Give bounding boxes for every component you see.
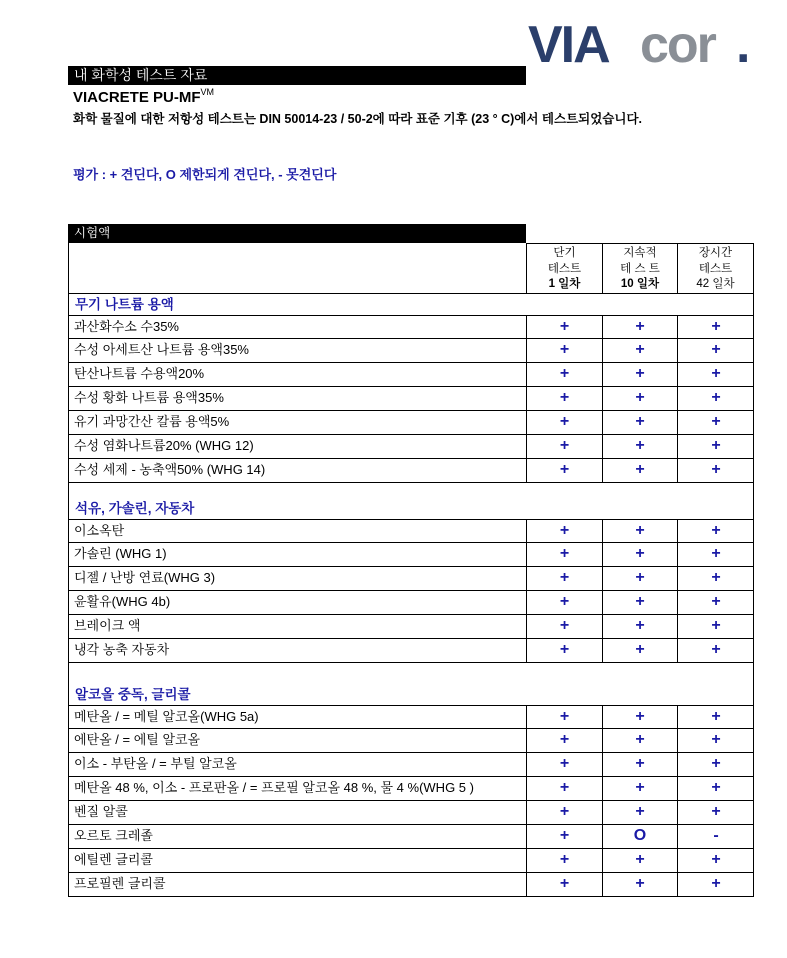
continuous-rating: + <box>603 849 678 872</box>
logo-text-cor: cor <box>640 16 715 70</box>
continuous-rating: + <box>603 777 678 800</box>
substance-label: 가솔린 (WHG 1) <box>69 543 527 566</box>
long-term-rating: + <box>711 461 721 478</box>
table-row <box>68 873 754 897</box>
section-title: 시험액 <box>68 224 526 243</box>
substance-label: 과산화수소 수35% <box>69 316 527 338</box>
continuous-rating: + <box>603 729 678 752</box>
product-name-text: VIACRETE PU-MF <box>73 89 201 106</box>
table-row <box>68 753 754 777</box>
long-term-rating: + <box>711 708 721 725</box>
short-term-rating: + <box>527 339 603 362</box>
header-line: 1 일차 <box>548 278 581 290</box>
substance-label: 수성 아세트산 나트륨 용액35% <box>69 339 527 362</box>
continuous-rating: + <box>603 316 678 338</box>
short-term-rating: + <box>527 316 603 338</box>
continuous-rating: + <box>603 801 678 824</box>
continuous-rating: + <box>603 520 678 542</box>
short-term-rating: + <box>527 849 603 872</box>
long-term-rating: + <box>711 641 721 658</box>
product-suffix: VM <box>200 87 214 97</box>
short-term-rating: + <box>527 706 603 728</box>
table-row <box>68 801 754 825</box>
table-row <box>68 339 754 363</box>
table-row <box>68 459 754 483</box>
short-term-rating: + <box>527 459 603 482</box>
viacor-logo <box>528 14 758 70</box>
short-term-rating: + <box>527 591 603 614</box>
continuous-rating: + <box>603 387 678 410</box>
long-term-rating: + <box>711 731 721 748</box>
continuous-rating: O <box>603 825 678 848</box>
short-term-rating: + <box>527 639 603 662</box>
header-line: 테스트 <box>698 262 733 275</box>
table-row <box>68 519 754 543</box>
header-continuous <box>602 243 678 294</box>
table-row <box>68 315 754 339</box>
continuous-rating: + <box>603 706 678 728</box>
short-term-rating: + <box>527 825 603 848</box>
header-line: 지속적 <box>623 247 657 259</box>
substance-label: 수성 황화 나트륨 용액35% <box>69 387 527 410</box>
short-term-rating: + <box>527 363 603 386</box>
short-term-rating: + <box>527 777 603 800</box>
long-term-rating: - <box>713 827 719 844</box>
short-term-rating: + <box>527 435 603 458</box>
continuous-rating: + <box>603 753 678 776</box>
substance-label: 프로필렌 글리콜 <box>69 873 527 896</box>
substance-label: 윤활유(WHG 4b) <box>69 591 527 614</box>
long-term-rating: + <box>711 545 721 562</box>
continuous-rating: + <box>603 543 678 566</box>
table-row <box>68 387 754 411</box>
short-term-rating: + <box>527 520 603 542</box>
header-line: 테스트 <box>547 262 582 275</box>
continuous-rating: + <box>603 639 678 662</box>
long-term-rating: + <box>711 318 721 335</box>
table-row <box>68 777 754 801</box>
long-term-rating: + <box>711 341 721 358</box>
continuous-rating: + <box>603 435 678 458</box>
long-term-rating: + <box>711 593 721 610</box>
substance-label: 냉각 농축 자동차 <box>69 639 527 662</box>
short-term-rating: + <box>527 615 603 638</box>
document-title: 내 화학성 테스트 자료 <box>68 66 526 85</box>
short-term-rating: + <box>527 753 603 776</box>
header-label-cell <box>68 243 527 294</box>
table-row <box>68 705 754 729</box>
table-row <box>68 543 754 567</box>
short-term-rating: + <box>527 729 603 752</box>
logo-text-via: VIA <box>528 16 609 70</box>
long-term-rating: + <box>711 755 721 772</box>
long-term-rating: + <box>711 365 721 382</box>
substance-label: 디젤 / 난방 연료(WHG 3) <box>69 567 527 590</box>
continuous-rating: + <box>603 411 678 434</box>
logo-dot: . <box>736 16 751 70</box>
header-line: 10 일차 <box>620 278 660 290</box>
table-row <box>68 567 754 591</box>
long-term-rating: + <box>711 851 721 868</box>
substance-label: 수성 세제 - 농축액50% (WHG 14) <box>69 459 527 482</box>
continuous-rating: + <box>603 339 678 362</box>
long-term-rating: + <box>711 803 721 820</box>
category-gap <box>68 663 754 684</box>
table-row <box>68 435 754 459</box>
table-row <box>68 591 754 615</box>
continuous-rating: + <box>603 459 678 482</box>
continuous-rating: + <box>603 363 678 386</box>
table-row <box>68 639 754 663</box>
header-long-term <box>677 243 754 294</box>
header-line: 테 스 트 <box>620 262 660 275</box>
short-term-rating: + <box>527 567 603 590</box>
short-term-rating: + <box>527 801 603 824</box>
continuous-rating: + <box>603 615 678 638</box>
substance-label: 오르토 크레졸 <box>69 825 527 848</box>
long-term-rating: + <box>711 875 721 892</box>
substance-label: 유기 과망간산 칼륨 용액5% <box>69 411 527 434</box>
long-term-rating: + <box>711 413 721 430</box>
long-term-rating: + <box>711 437 721 454</box>
substance-label: 탄산나트륨 수용액20% <box>69 363 527 386</box>
header-line: 장시간 <box>698 247 733 259</box>
substance-label: 에틸렌 글리콜 <box>69 849 527 872</box>
substance-label: 이소옥탄 <box>69 520 527 542</box>
header-line: 단기 <box>553 247 576 259</box>
header-line: 42 일차 <box>696 278 735 290</box>
table-row <box>68 825 754 849</box>
continuous-rating: + <box>603 591 678 614</box>
category-heading: 석유, 가솔린, 자동차 <box>68 498 754 519</box>
test-description: 화학 물질에 대한 저항성 테스트는 DIN 50014-23 / 50-2에 따라 표준 기후 (23 ° C)에서 테스트되었습니다. <box>73 112 642 126</box>
table-row <box>68 363 754 387</box>
category-heading: 알코올 중독, 글리콜 <box>68 684 754 705</box>
continuous-rating: + <box>603 873 678 896</box>
table-row <box>68 729 754 753</box>
substance-label: 수성 염화나트륨20% (WHG 12) <box>69 435 527 458</box>
substance-label: 이소 - 부탄올 / = 부틸 알코올 <box>69 753 527 776</box>
long-term-rating: + <box>711 617 721 634</box>
header-short-term <box>526 243 603 294</box>
long-term-rating: + <box>711 389 721 406</box>
substance-label: 브레이크 액 <box>69 615 527 638</box>
short-term-rating: + <box>527 411 603 434</box>
long-term-rating: + <box>711 569 721 586</box>
short-term-rating: + <box>527 873 603 896</box>
table-row <box>68 615 754 639</box>
substance-label: 벤질 알콜 <box>69 801 527 824</box>
substance-label: 메탄올 48 %, 이소 - 프로판올 / = 프로필 알코올 48 %, 물 4 %(WHG 5 ) <box>69 777 527 800</box>
rating-legend: 평가 : + 견딘다, O 제한되게 견딘다, - 못견딘다 <box>73 167 337 182</box>
product-name <box>73 89 214 106</box>
table-row <box>68 411 754 435</box>
long-term-rating: + <box>711 522 721 539</box>
category-heading: 무기 나트륨 용액 <box>68 294 754 315</box>
substance-label: 메탄올 / = 메틸 알코올(WHG 5a) <box>69 706 527 728</box>
long-term-rating: + <box>711 779 721 796</box>
table-row <box>68 849 754 873</box>
short-term-rating: + <box>527 543 603 566</box>
short-term-rating: + <box>527 387 603 410</box>
continuous-rating: + <box>603 567 678 590</box>
substance-label: 에탄올 / = 에틸 알코올 <box>69 729 527 752</box>
category-gap <box>68 483 754 498</box>
